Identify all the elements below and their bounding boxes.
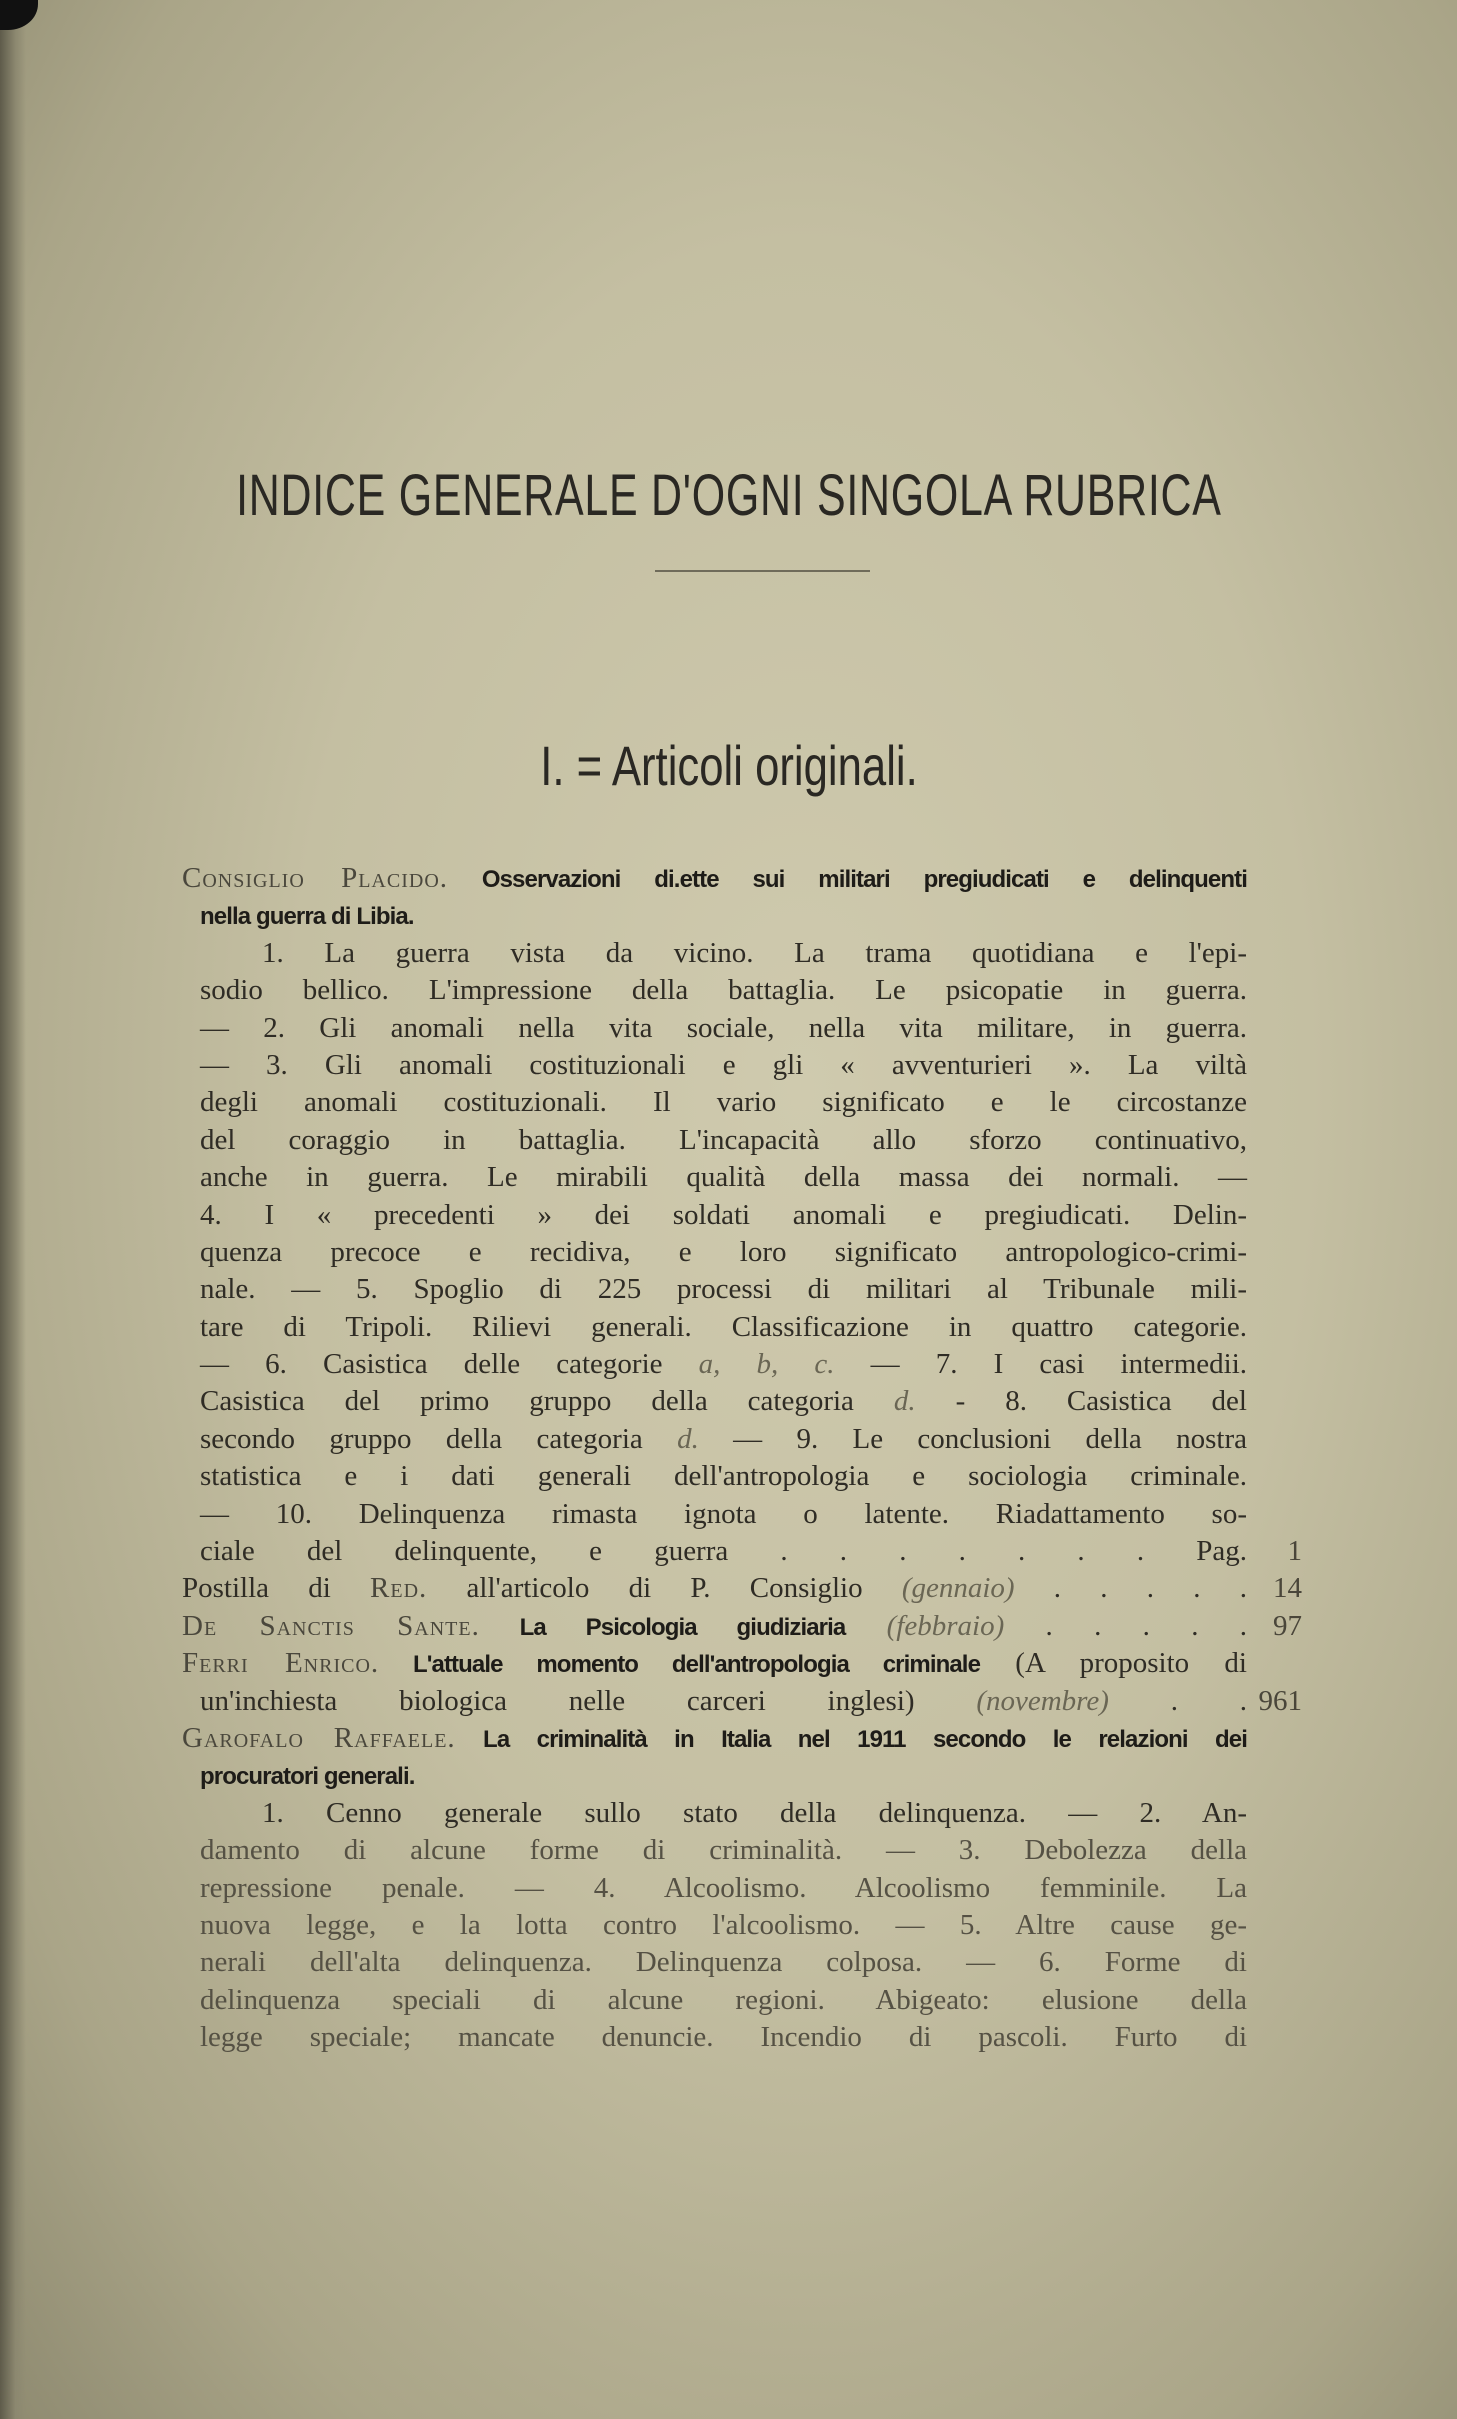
text-segment: — 10. Delinquenza rimasta ignota o latente. Riadattamento so- bbox=[200, 1497, 1247, 1530]
text-segment: legge speciale; mancate denuncie. Incendio di pascoli. Furto di bbox=[200, 2021, 1247, 2054]
entry-line bbox=[182, 1346, 1302, 1383]
entry-line bbox=[182, 897, 1302, 934]
article-title: L'attuale momento dell'antropologia criminale bbox=[379, 1651, 981, 1679]
entry-line bbox=[182, 1832, 1302, 1869]
italic-text: (novembre) bbox=[976, 1684, 1109, 1717]
entry-line-text bbox=[200, 1982, 1247, 2019]
entry-line bbox=[182, 1533, 1302, 1570]
page-number: 97 bbox=[1273, 1609, 1302, 1642]
entry-line bbox=[182, 860, 1302, 897]
entry-line-text bbox=[200, 1757, 1247, 1795]
text-segment: anche in guerra. Le mirabili qualità della massa dei normali. — bbox=[200, 1161, 1247, 1194]
text-segment: delinquenza speciali di alcune regioni. Abigeato: elusione della bbox=[200, 1983, 1247, 2016]
entry-line bbox=[182, 1197, 1302, 1234]
entry-line bbox=[182, 1496, 1302, 1533]
text-segment: — 3. Gli anomali costituzionali e gli « avventurieri ». La viltà bbox=[200, 1048, 1247, 1081]
text-segment: — 9. Le conclusioni della nostra bbox=[698, 1422, 1247, 1455]
page-title-text: INDICE GENERALE D'OGNI SINGOLA RUBRICA bbox=[235, 463, 1222, 528]
entry-line-text bbox=[182, 1608, 1247, 1646]
text-segment: — 7. I casi intermedii. bbox=[834, 1348, 1247, 1381]
entry-line bbox=[182, 1458, 1302, 1495]
page-number: 14 bbox=[1273, 1572, 1302, 1605]
entry-line-text bbox=[200, 1047, 1247, 1084]
text-segment: (A proposito di bbox=[980, 1647, 1247, 1680]
entry-line bbox=[182, 1271, 1302, 1308]
text-segment: . . . . . bbox=[1004, 1609, 1248, 1642]
text-segment: nuova legge, e la lotta contro l'alcoolismo. — 5. Altre cause ge- bbox=[200, 1908, 1247, 1941]
text-segment: un'inchiesta biologica nelle carceri inglesi) bbox=[200, 1684, 977, 1717]
text-segment: statistica e i dati generali dell'antropologia e sociologia criminale. bbox=[200, 1460, 1247, 1493]
section-heading-text: I. = Articoli originali. bbox=[539, 734, 918, 797]
entry-line bbox=[182, 1720, 1302, 1757]
entry-line-text bbox=[182, 1570, 1247, 1607]
text-segment: Casistica del primo gruppo della categoria bbox=[200, 1385, 894, 1418]
index-entry bbox=[182, 1608, 1302, 1645]
italic-text: d. bbox=[677, 1422, 699, 1455]
page-title bbox=[0, 462, 1457, 529]
italic-text: (febbraio) bbox=[886, 1609, 1005, 1642]
entry-line-text bbox=[200, 897, 1247, 935]
corner-mark bbox=[0, 0, 38, 30]
author-name: Garofalo Raffaele. bbox=[182, 1721, 456, 1754]
entry-line bbox=[182, 1421, 1302, 1458]
index-entry bbox=[182, 1720, 1302, 2057]
text-segment: . . bbox=[1108, 1684, 1248, 1717]
text-segment: 1. La guerra vista da vicino. La trama quotidiana e l'epi- bbox=[262, 936, 1247, 969]
text-segment bbox=[845, 1610, 886, 1642]
entry-line-text bbox=[200, 1533, 1247, 1570]
entry-line bbox=[182, 1159, 1302, 1196]
entry-line bbox=[182, 935, 1302, 972]
entry-line-text bbox=[200, 1197, 1247, 1234]
index-entry bbox=[182, 1645, 1302, 1720]
text-segment: . . . . . bbox=[1014, 1572, 1247, 1605]
entry-line-text bbox=[200, 1383, 1247, 1420]
italic-text: d. bbox=[893, 1385, 916, 1418]
entry-line-text bbox=[200, 1458, 1247, 1495]
entry-line bbox=[182, 1010, 1302, 1047]
text-segment: all'articolo di P. Consiglio bbox=[427, 1572, 902, 1605]
article-title: La Psicologia giudiziaria bbox=[479, 1613, 846, 1641]
entry-line-text bbox=[182, 1720, 1247, 1758]
text-segment: — 6. Casistica delle categorie bbox=[200, 1348, 699, 1381]
text-segment: degli anomali costituzionali. Il vario significato e le circostanze bbox=[200, 1086, 1247, 1119]
entry-line bbox=[182, 1047, 1302, 1084]
entry-line-text bbox=[200, 1309, 1247, 1346]
entry-line-text bbox=[200, 1944, 1247, 1981]
entry-line bbox=[182, 1309, 1302, 1346]
index-entries bbox=[182, 860, 1302, 2057]
entry-line-text bbox=[200, 1421, 1247, 1458]
entry-line-text bbox=[200, 1271, 1247, 1308]
text-segment: damento di alcune forme di criminalità. — 3. Debolezza della bbox=[200, 1834, 1247, 1867]
entry-line-text bbox=[200, 1159, 1247, 1196]
text-segment: quenza precoce e recidiva, e loro significato antropologico-crimi- bbox=[200, 1235, 1247, 1268]
entry-line bbox=[182, 1944, 1302, 1981]
entry-line-text bbox=[200, 1496, 1247, 1533]
entry-line-text bbox=[200, 1234, 1247, 1271]
entry-line bbox=[182, 1570, 1302, 1607]
entry-line-text bbox=[200, 1683, 1247, 1720]
text-segment: del coraggio in battaglia. L'incapacità allo sforzo continuativo, bbox=[200, 1123, 1247, 1156]
page-edge-shadow bbox=[0, 0, 26, 2419]
entry-line-text bbox=[200, 1346, 1247, 1383]
author-name: Ferri Enrico. bbox=[182, 1647, 380, 1680]
entry-line bbox=[182, 1982, 1302, 2019]
author-name: Red. bbox=[370, 1572, 428, 1605]
entry-line bbox=[182, 1122, 1302, 1159]
section-heading bbox=[0, 733, 1457, 798]
italic-text: a, b, c. bbox=[698, 1348, 835, 1381]
entry-line bbox=[182, 1870, 1302, 1907]
index-entry bbox=[182, 1570, 1302, 1607]
entry-line bbox=[182, 1757, 1302, 1794]
entry-line bbox=[182, 1795, 1302, 1832]
article-title: La criminalità in Italia nel 1911 secondo le relazioni dei bbox=[455, 1725, 1247, 1753]
text-segment: sodio bellico. L'impressione della battaglia. Le psicopatie in guerra. bbox=[200, 974, 1247, 1007]
title-divider bbox=[655, 570, 870, 572]
text-segment: - 8. Casistica del bbox=[915, 1385, 1247, 1418]
text-segment: Postilla di bbox=[182, 1572, 371, 1605]
entry-line bbox=[182, 1683, 1302, 1720]
entry-line-text bbox=[262, 1795, 1247, 1832]
text-segment: 1. Cenno generale sullo stato della delinquenza. — 2. An- bbox=[262, 1796, 1247, 1829]
page-number: 961 bbox=[1258, 1684, 1302, 1717]
entry-line bbox=[182, 1645, 1302, 1682]
italic-text: (gennaio) bbox=[901, 1572, 1015, 1605]
author-name: Consiglio Placido. bbox=[182, 862, 449, 894]
text-segment: repressione penale. — 4. Alcoolismo. Alcoolismo femminile. La bbox=[200, 1871, 1247, 1904]
entry-line-text bbox=[182, 1645, 1247, 1683]
entry-line-text bbox=[200, 972, 1247, 1009]
article-title: procuratori generali. bbox=[200, 1763, 415, 1791]
text-segment: nerali dell'alta delinquenza. Delinquenza colposa. — 6. Forme di bbox=[200, 1946, 1247, 1979]
entry-line-text bbox=[262, 935, 1247, 972]
entry-line-text bbox=[200, 1084, 1247, 1121]
entry-line bbox=[182, 1234, 1302, 1271]
text-segment: nale. — 5. Spoglio di 225 processi di militari al Tribunale mili- bbox=[200, 1273, 1247, 1306]
article-title: nella guerra di Libia. bbox=[200, 903, 414, 931]
entry-line bbox=[182, 1084, 1302, 1121]
entry-line-text bbox=[200, 1832, 1247, 1869]
text-segment: tare di Tripoli. Rilievi generali. Classificazione in quattro categorie. bbox=[200, 1310, 1247, 1343]
entry-line bbox=[182, 972, 1302, 1009]
page-number: 1 bbox=[1287, 1535, 1302, 1568]
entry-line bbox=[182, 1383, 1302, 1420]
article-title: Osservazioni di.ette sui militari pregiudicati e delinquenti bbox=[448, 866, 1247, 893]
entry-line-text bbox=[200, 1122, 1247, 1159]
entry-line bbox=[182, 1608, 1302, 1645]
text-segment: secondo gruppo della categoria bbox=[200, 1422, 678, 1455]
entry-line-text bbox=[200, 1870, 1247, 1907]
index-entry bbox=[182, 860, 1302, 1570]
entry-line-text bbox=[200, 1010, 1247, 1047]
entry-line-text bbox=[182, 860, 1247, 898]
entry-line bbox=[182, 1907, 1302, 1944]
author-name: De Sanctis Sante. bbox=[182, 1609, 480, 1642]
text-segment: 4. I « precedenti » dei soldati anomali e pregiudicati. Delin- bbox=[200, 1198, 1247, 1231]
text-segment: — 2. Gli anomali nella vita sociale, nella vita militare, in guerra. bbox=[200, 1011, 1247, 1044]
entry-line-text bbox=[200, 1907, 1247, 1944]
text-segment: ciale del delinquente, e guerra . . . . . . . Pag. bbox=[200, 1535, 1247, 1568]
entry-line-text bbox=[200, 2019, 1247, 2056]
entry-line bbox=[182, 2019, 1302, 2056]
